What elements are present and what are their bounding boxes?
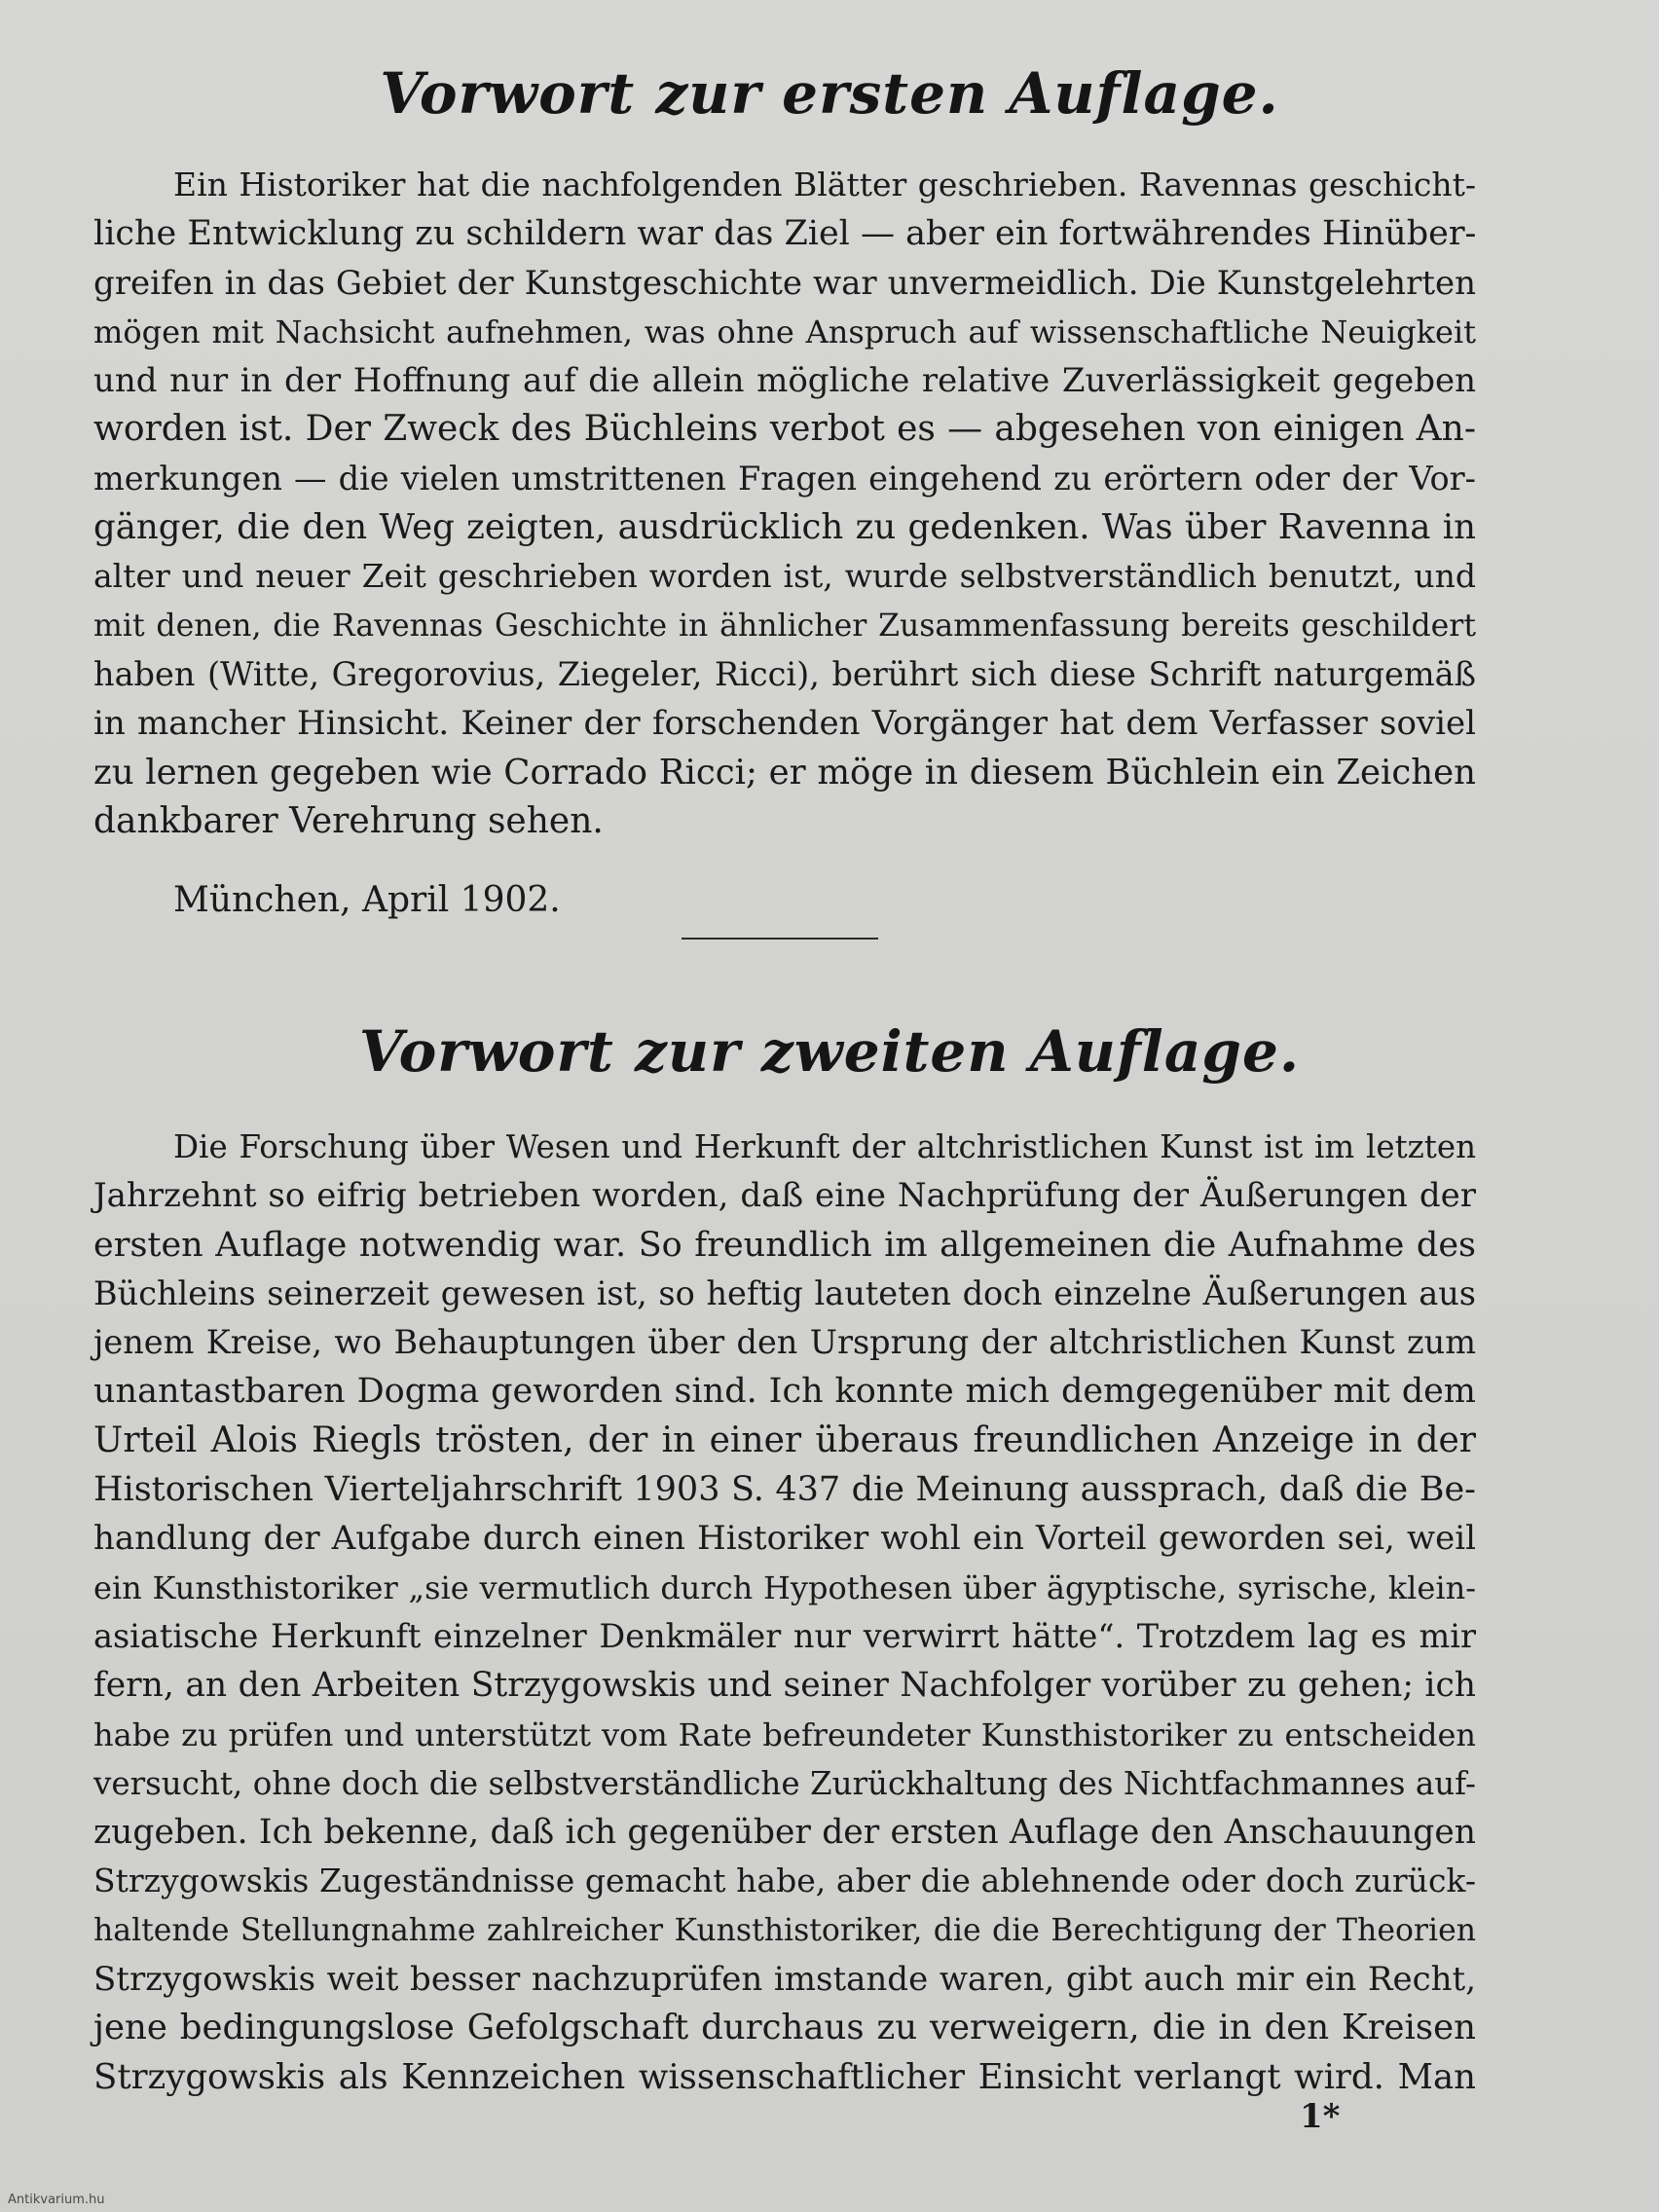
text-line: haben (Witte, Gregorovius, Ziegeler, Ricci), berührt sich diese Schrift naturgemäß: [93, 654, 1476, 693]
text-line: mögen mit Nachsicht aufnehmen, was ohne Anspruch auf wissenschaftliche Neuigkeit: [93, 313, 1476, 350]
text-line: und nur in der Hoffnung auf die allein mögliche relative Zuverlässigkeit gegeben: [93, 361, 1476, 401]
text-line: ein Kunsthistoriker „sie vermutlich durch Hypothesen über ägyptische, syrische, klein-: [93, 1568, 1476, 1606]
text-line: versucht, ohne doch die selbstverständliche Zurückhaltung des Nichtfachmannes auf-: [93, 1764, 1476, 1802]
second-preface-paragraph: [93, 1123, 1476, 2102]
place-date-signature: München, April 1902.: [173, 880, 561, 920]
text-line: gänger, die den Weg zeigten, ausdrücklich zu gedenken. Was über Ravenna in: [93, 507, 1476, 548]
text-line: fern, an den Arbeiten Strzygowskis und seiner Nachfolger vorüber zu gehen; ich: [93, 1666, 1476, 1706]
heading-first-edition-preface: Vorwort zur ersten Auflage.: [380, 60, 1279, 127]
text-line: worden ist. Der Zweck des Büchleins verbot es — abgesehen von einigen An-: [93, 409, 1476, 450]
text-line: Strzygowskis als Kennzeichen wissenschaftlicher Einsicht verlangt wird. Man: [93, 2056, 1476, 2097]
text-line: jenem Kreise, wo Behauptungen über den Ursprung der altchristlichen Kunst zum: [93, 1323, 1476, 1362]
text-line: Jahrzehnt so eifrig betrieben worden, daß eine Nachprüfung der Äußerungen der: [93, 1176, 1476, 1216]
text-line: haltende Stellungnahme zahlreicher Kunsthistoriker, die die Berechtigung der Theorien: [93, 1912, 1476, 1948]
text-line: ersten Auflage notwendig war. So freundlich im allgemeinen die Aufnahme des: [93, 1225, 1476, 1265]
text-line: merkungen — die vielen umstrittenen Fragen eingehend zu erörtern oder der Vor-: [93, 459, 1476, 498]
text-line: asiatische Herkunft einzelner Denkmäler nur verwirrt hätte“. Trotzdem lag es mir: [93, 1616, 1476, 1655]
text-line: Strzygowskis weit besser nachzuprüfen imstande waren, gibt auch mir ein Recht,: [93, 1960, 1476, 2000]
text-line: dankbarer Verehrung sehen.: [93, 800, 604, 841]
text-line: mit denen, die Ravennas Geschichte in ähnlicher Zusammenfassung bereits geschildert: [93, 608, 1476, 644]
text-line: Urteil Alois Riegls trösten, der in einer überaus freundlichen Anzeige in der: [93, 1419, 1476, 1460]
text-line: Büchleins seinerzeit gewesen ist, so heftig lauteten doch einzelne Äußerungen aus: [93, 1273, 1476, 1312]
text-line: greifen in das Gebiet der Kunstgeschichte war unvermeidlich. Die Kunstgelehrten: [93, 263, 1476, 303]
text-line: jene bedingungslose Gefolgschaft durchaus zu verweigern, die in den Kreisen: [93, 2008, 1476, 2048]
text-line: Die Forschung über Wesen und Herkunft der altchristlichen Kunst ist im letzten: [173, 1128, 1476, 1165]
text-line: liche Entwicklung zu schildern war das Ziel — aber ein fortwährendes Hinüber-: [93, 214, 1477, 254]
section-divider: [682, 938, 878, 940]
watermark: Antikvarium.hu: [8, 2193, 105, 2207]
page-number: 1*: [1300, 2097, 1341, 2136]
heading-second-edition-preface: Vorwort zur zweiten Auflage.: [358, 1018, 1301, 1085]
text-line: Historischen Vierteljahrschrift 1903 S. 437 die Meinung aussprach, daß die Be-: [93, 1470, 1476, 1510]
first-preface-paragraph: [93, 161, 1476, 846]
text-line: Ein Historiker hat die nachfolgenden Blätter geschrieben. Ravennas geschicht-: [173, 166, 1476, 203]
text-line: alter und neuer Zeit geschrieben worden ist, wurde selbstverständlich benutzt, und: [93, 557, 1476, 596]
text-line: Strzygowskis Zugeständnisse gemacht habe, aber die ablehnende oder doch zurück-: [93, 1862, 1476, 1900]
text-line: in mancher Hinsicht. Keiner der forschenden Vorgänger hat dem Verfasser soviel: [93, 704, 1476, 744]
text-line: zu lernen gegeben wie Corrado Ricci; er möge in diesem Büchlein ein Zeichen: [93, 752, 1476, 793]
text-line: habe zu prüfen und unterstützt vom Rate befreundeter Kunsthistoriker zu entscheiden: [93, 1715, 1476, 1753]
text-line: handlung der Aufgabe durch einen Historiker wohl ein Vorteil geworden sei, weil: [93, 1519, 1476, 1559]
text-line: zugeben. Ich bekenne, daß ich gegenüber der ersten Auflage den Anschauungen: [93, 1813, 1476, 1853]
text-line: unantastbaren Dogma geworden sind. Ich konnte mich demgegenüber mit dem: [93, 1372, 1476, 1412]
